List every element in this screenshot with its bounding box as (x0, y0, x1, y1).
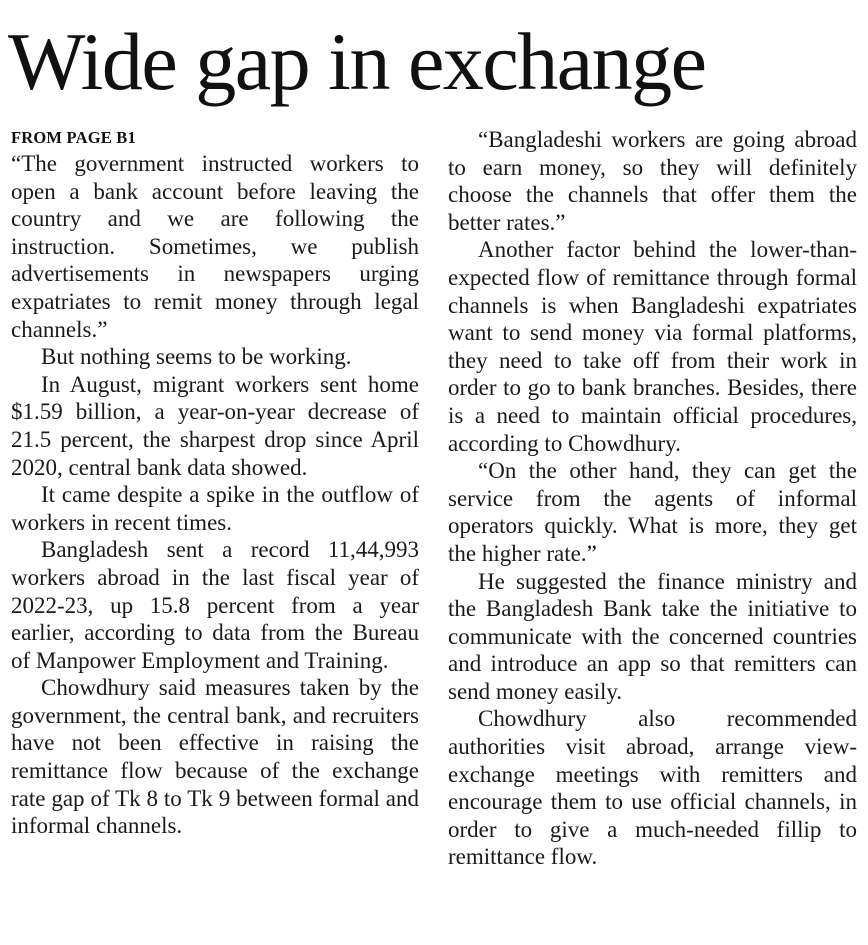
paragraph: “Bangladeshi workers are going abroad to earn money, so they will definitely choose the channels that offer them the better rates.” (448, 127, 857, 235)
paragraph: He suggested the finance ministry and the Bangladesh Bank take the initiative to communicate with the concerned countries and introduce an app so that remitters can send money easily. (448, 568, 857, 704)
headline: Wide gap in exchange (8, 16, 706, 107)
article-column-right (448, 126, 857, 871)
paragraph: “On the other hand, they can get the service from the agents of informal operators quickly. What is more, they get the higher rate.” (448, 458, 857, 566)
paragraph: In August, migrant workers sent home $1.59 billion, a year-on-year decrease of 21.5 percent, the sharpest drop since April 2020, central bank data showed. (11, 371, 419, 480)
paragraph: “The government instructed workers to open a bank account before leaving the country and we are following the instruction. Sometimes, we publish advertisements in newspapers urging expatriates to remit money through legal channels.” (11, 151, 419, 342)
jump-line: FROM PAGE B1 (11, 128, 136, 147)
paragraph: But nothing seems to be working. (41, 344, 352, 370)
paragraph: Chowdhury also recommended authorities visit abroad, arrange view-exchange meetings with remitters and encourage them to use official channels, in order to give a much-needed fillip to remittance flow. (448, 706, 857, 870)
paragraph: It came despite a spike in the outflow of workers in recent times. (11, 482, 419, 535)
paragraph: Bangladesh sent a record 11,44,993 workers abroad in the last fiscal year of 2022-23, up 15.8 percent from a year earlier, according to data from the Bureau of Manpower Employment and Training. (11, 537, 419, 673)
paragraph: Chowdhury said measures taken by the government, the central bank, and recruiters have not been effective in raising the remittance flow because of the exchange rate gap of Tk 8 to Tk 9 between formal and informal channels. (11, 675, 419, 839)
paragraph: Another factor behind the lower-than-expected flow of remittance through formal channels is when Bangladeshi expatriates want to send money via formal platforms, they need to take off from their work in order to go to bank branches. Besides, there is a need to maintain official procedures, according to Chowdhury. (448, 237, 857, 456)
article-column-left (11, 126, 419, 840)
